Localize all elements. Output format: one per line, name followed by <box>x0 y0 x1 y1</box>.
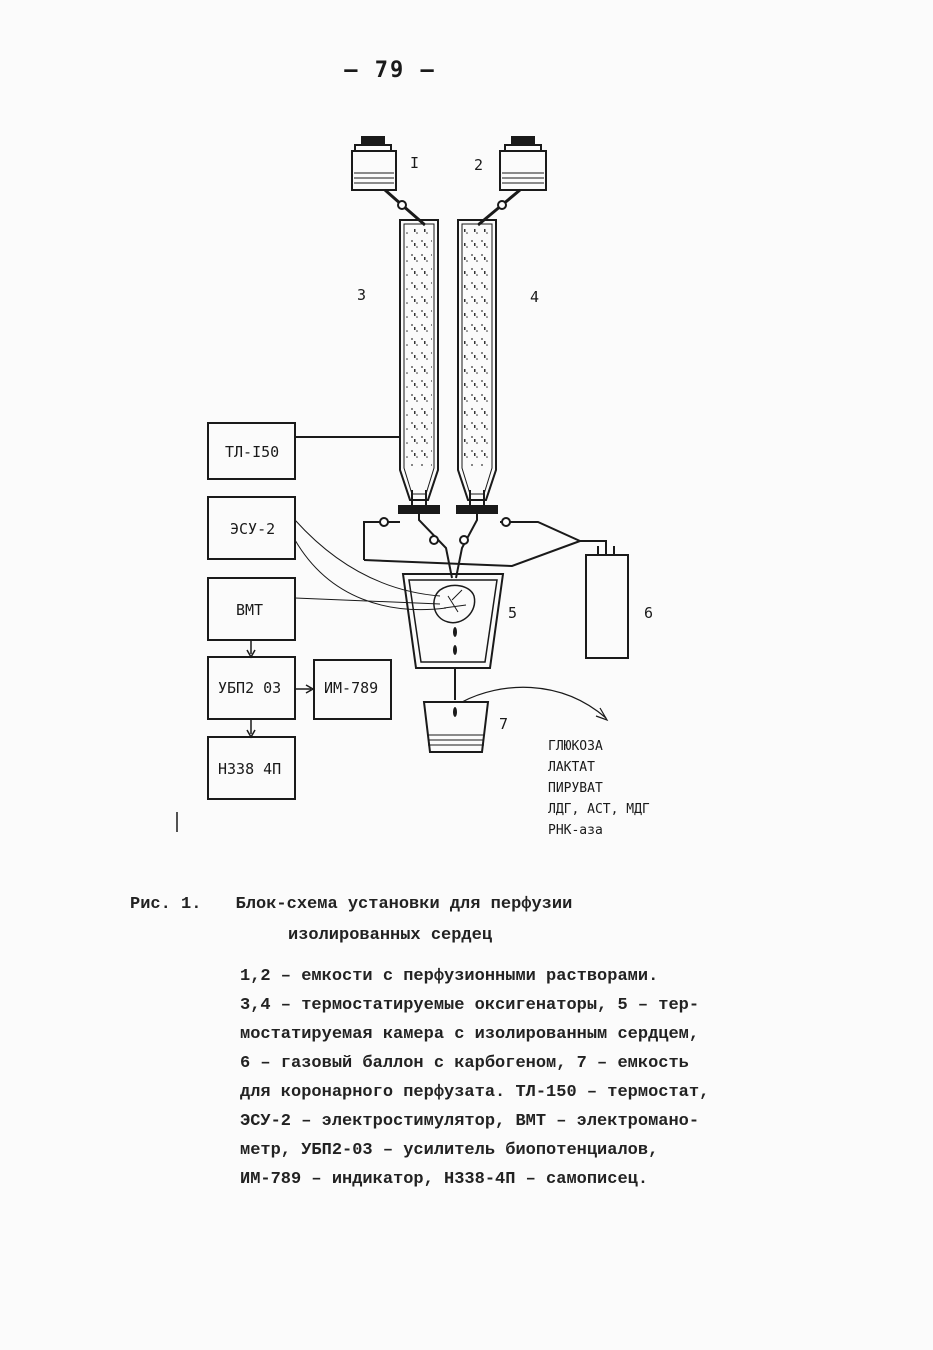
legend-line: для коронарного перфузата. ТЛ-150 – термостат, <box>240 1083 710 1102</box>
analyte-item: РНК-аза <box>548 823 603 838</box>
label-6: 6 <box>644 604 654 622</box>
figure-title-line2: изолированных сердец <box>288 926 493 945</box>
valve-1 <box>398 201 406 209</box>
figure-legend <box>240 962 800 1194</box>
gas-cylinder-6 <box>586 555 628 658</box>
label-2: 2 <box>474 156 484 174</box>
thermostat-box-label: ТЛ-I50 <box>225 443 280 461</box>
label-1: I <box>410 154 420 172</box>
oxygenator-3 <box>399 220 439 513</box>
legend-line: мостатируемая камера с изолированным сердцем, <box>240 1025 700 1044</box>
label-3: 3 <box>357 286 367 304</box>
label-4: 4 <box>530 288 540 306</box>
legend-line: 6 – газовый баллон с карбогеном, 7 – емкость <box>240 1054 689 1073</box>
container-2 <box>500 137 546 190</box>
label-5: 5 <box>508 604 518 622</box>
legend-line: метр, УБП2-03 – усилитель биопотенциалов, <box>240 1141 659 1160</box>
legend-line: 1,2 – емкости с перфузионными растворами. <box>240 967 659 986</box>
analyte-item: ГЛЮКОЗА <box>548 739 603 754</box>
page-number: – 79 – <box>344 58 436 83</box>
analyte-item: ЛАКТАТ <box>548 760 595 775</box>
valve-2 <box>498 201 506 209</box>
container-1 <box>352 137 396 190</box>
label-7: 7 <box>499 715 509 733</box>
analyte-item: ПИРУВАТ <box>548 781 603 796</box>
legend-line: ЭСУ-2 – электростимулятор, ВМТ – электроманo- <box>240 1112 700 1131</box>
manometer-box-label: ВМТ <box>236 601 264 619</box>
chamber-5 <box>403 574 503 668</box>
analyte-item: ЛДГ, АСТ, МДГ <box>548 802 650 817</box>
recorder-box-label: Н338 4П <box>218 760 282 778</box>
stimulator-box-label: ЭСУ-2 <box>230 520 276 538</box>
figure-title-line1: Блок-схема установки для перфузии <box>235 895 573 914</box>
indicator-box-label: ИМ-789 <box>324 679 379 697</box>
legend-line: ИМ-789 – индикатор, Н338-4П – самописец. <box>240 1170 649 1189</box>
figure-label: Рис. 1. <box>130 895 202 914</box>
amplifier-box-label: УБП2 03 <box>218 679 282 697</box>
figure-caption-title <box>130 895 830 914</box>
legend-line: 3,4 – термостатируемые оксигенаторы, 5 – тер- <box>240 996 700 1015</box>
oxygenator-4 <box>457 220 497 513</box>
